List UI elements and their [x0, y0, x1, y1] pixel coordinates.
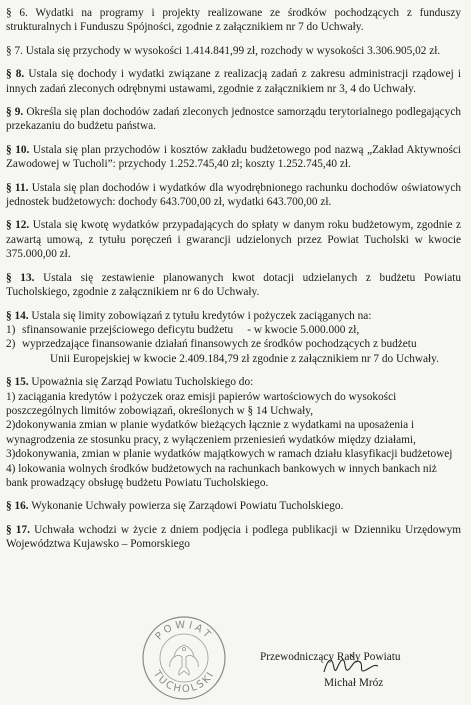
paragraph-9	[6, 105, 461, 134]
signature-block	[260, 650, 460, 689]
list-number: 2)	[6, 338, 16, 351]
section-number: § 9.	[6, 106, 24, 119]
section-number: § 10.	[6, 143, 30, 156]
paragraph-text: Ustala się zestawienie planowanych kwot dotacji udzielanych z budżetu Powiatu Tucholskiego, zgodnie z załącznikiem nr 6 do Uchwały.	[6, 271, 461, 299]
section-number: § 15.	[6, 376, 29, 389]
paragraph-text: Uchwała wchodzi w życie z dniem podjęcia i podlega publikacji w Dzienniku Urzędowym Województwa Kujawsko – Pomorskiego	[6, 523, 461, 551]
paragraph-text: Wydatki na programy i projekty realizowane ze środków pochodzących z funduszy strukturalnych i Funduszu Spójności, zgodnie z załącznikiem nr 7 do Uchwały.	[6, 7, 461, 34]
seal-bottom-text: TUCHOLSKI	[150, 668, 218, 696]
section-number: § 13.	[6, 271, 35, 284]
paragraph-15	[6, 375, 461, 490]
section-number: § 7.	[6, 44, 23, 57]
handwritten-signature-icon	[320, 652, 380, 678]
paragraph-text: Ustala się przychody w wysokości 1.414.841,99 zł, rozchody w wysokości 3.306.905,02 zł.	[25, 44, 441, 57]
section-number: § 8.	[6, 68, 25, 81]
paragraph-text: Ustala się kwotę wydatków przypadających do spłaty w danym roku budżetowym, zgodnie z zawartą umową, z tytułu poręczeń i gwarancji udzielonych przez Powiat Tucholski w kwocie 375.000,00 zł.	[6, 219, 462, 261]
list-text: wyprzedzające finansowanie działań finansowych ze środków pochodzących z budżetu	[22, 338, 417, 351]
paragraph-13	[6, 271, 461, 300]
paragraph-8	[6, 67, 461, 96]
paragraph-text: Wykonanie Uchwały powierza się Zarządowi Powiatu Tucholskiego.	[31, 500, 344, 513]
list-item: 3)dokonywania, zmian w planie wydatków majątkowych w ramach działu klasyfikacji budżetowej	[6, 448, 453, 461]
signature-name: Michał Mróz	[324, 677, 384, 689]
paragraph-7	[6, 44, 461, 58]
section-number: § 16.	[6, 500, 29, 513]
paragraph-text: Ustala się plan dochodów i wydatków dla wyodrębnionego rachunku dochodów oświatowych jednostek budżetowych: dochody 643.700,00 zł, wydatki 643.700,00 zł.	[6, 181, 461, 209]
section-number: § 11.	[6, 181, 29, 194]
seal-graphic	[141, 615, 227, 701]
list-text: sfinansowanie przejściowego deficytu budżetu - w kwocie 5.000.000 zł,	[22, 323, 360, 336]
official-seal	[141, 615, 227, 701]
paragraph-text: Ustala się plan przychodów i kosztów zakładu budżetowego pod nazwą „Zakład Aktywności Zawodowej w Tucholi”: przychody 1.252.745,40 zł; koszty 1.252.745,40 zł.	[6, 143, 462, 171]
paragraph-text: Ustala się dochody i wydatki związane z realizacją zadań z zakresu administracji rządowej i innych zadań zleconych odrębnymi ustawami, zgodnie z załącznikiem nr 3, 4 do Uchwały.	[6, 68, 461, 95]
section-number: § 12.	[6, 219, 30, 232]
seal-top-text: POWIAT	[153, 619, 215, 643]
paragraph-intro: Ustala się limity zobowiązań z tytułu kredytów i pożyczek zaciąganych na:	[31, 309, 372, 322]
eagle-emblem-icon	[170, 645, 199, 675]
paragraph-11	[6, 181, 461, 210]
list-item: 1) zaciągania kredytów i pożyczek oraz emisji papierów wartościowych do wysokości poszczególnych limitów zobowiązań, określonych w § 14 Uchwały,	[6, 390, 397, 417]
section-number: § 17.	[6, 523, 30, 536]
signature-title: Przewodniczący Rady Powiatu	[260, 651, 401, 663]
paragraph-17	[6, 523, 461, 552]
paragraph-14	[6, 309, 461, 367]
list-text-continuation: Unii Europejskiej w kwocie 2.409.184,79 zł zgodnie z załącznikiem nr 7 do Uchwały.	[50, 352, 439, 365]
list-item	[6, 323, 461, 337]
paragraph-16	[6, 499, 461, 513]
paragraph-intro: Upoważnia się Zarząd Powiatu Tucholskiego do:	[31, 376, 254, 389]
paragraph-10	[6, 143, 461, 172]
list-item	[6, 337, 461, 351]
section-number: § 6.	[6, 7, 28, 19]
list-item: 4) lokowania wolnych środków budżetowych na rachunkach bankowych w innych bankach niż bank prowadzący obsługę budżetu Powiatu Tucholskiego.	[6, 462, 437, 489]
list-number: 1)	[6, 323, 16, 336]
paragraph-text: Określa się plan dochodów zadań zleconych jednostce samorządu terytorialnego podlegających przekazaniu do budżetu państwa.	[6, 106, 461, 133]
paragraph-12	[6, 218, 461, 261]
list-item: 2)dokonywania zmian w planie wydatków bieżących łącznie z wydatkami na uposażenia i wynagrodzenia ze stosunku pracy, z wyłączeniem przeniesień wydatków między działami,	[6, 419, 416, 446]
section-number: § 14.	[6, 309, 29, 322]
paragraph-6	[6, 6, 461, 35]
